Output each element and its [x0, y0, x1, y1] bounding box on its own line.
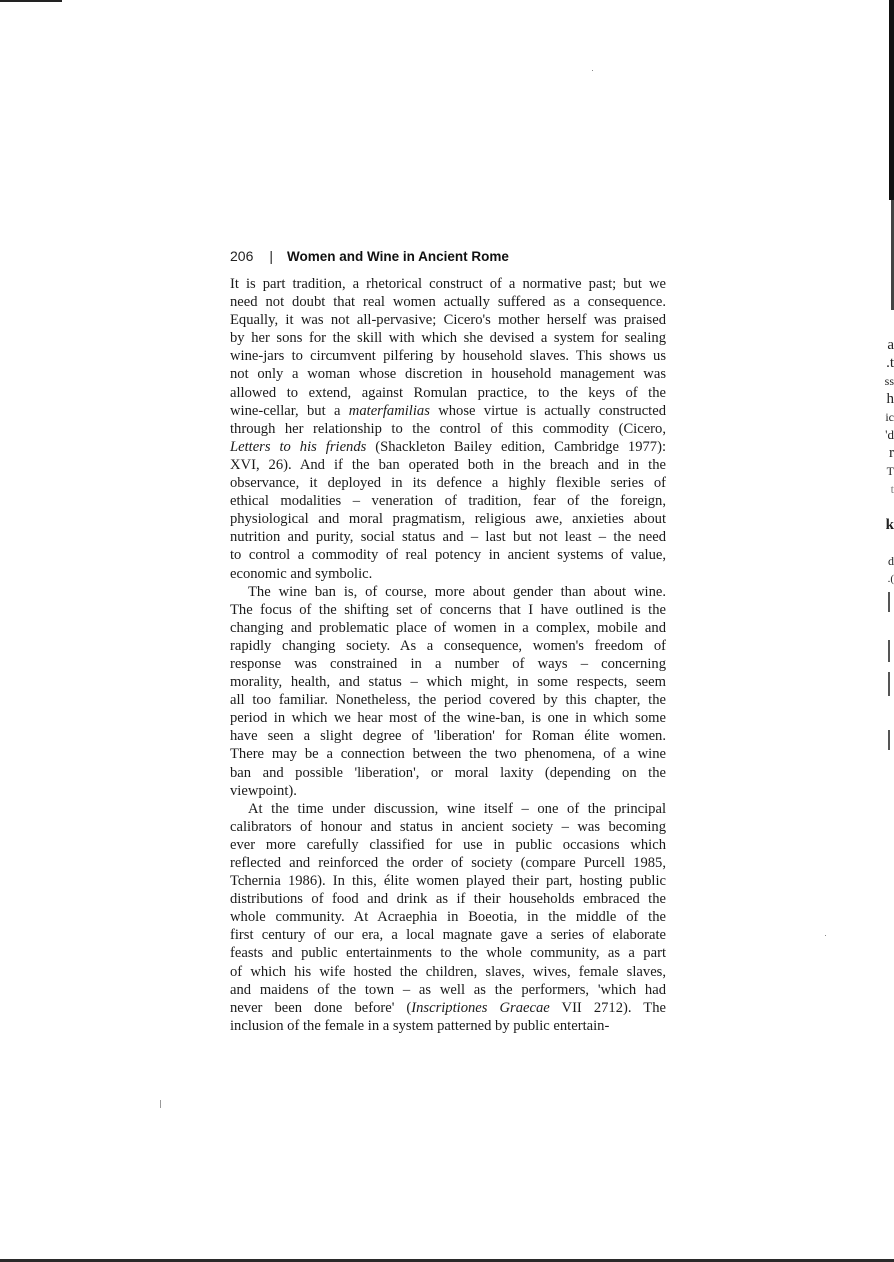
margin-bleed-char: 'd — [885, 427, 894, 442]
scan-speck — [592, 70, 593, 71]
text-line: distributions of food and drink as if their households embraced the — [230, 891, 666, 908]
text-line: Equally, it was not all-pervasive; Cicero's mother herself was praised — [230, 312, 666, 329]
page-number: 206 — [230, 248, 254, 264]
margin-bleed-char: ss — [884, 374, 894, 388]
text-line: response was constrained in a number of ways – concerning — [230, 655, 666, 672]
text-line: reflected and reinforced the order of society (compare Purcell 1985, — [230, 855, 666, 871]
italic-title: materfamilias — [348, 402, 430, 419]
text-line: of which his wife hosted the children, slaves, wives, female slaves, — [230, 963, 666, 980]
body-text — [230, 275, 666, 1035]
text-line: calibrators of honour and status in ancient society – was becoming — [230, 818, 666, 835]
text-line: feasts and public entertainments to the whole community, as a part — [230, 945, 666, 962]
text-line: inclusion of the female in a system patterned by public entertain- — [230, 1017, 610, 1034]
text-line: whole community. At Acraephia in Boeotia, in the middle of the — [230, 909, 666, 926]
text-line: to control a commodity of real potency in ancient systems of value, — [230, 547, 666, 564]
margin-bleed-char: k — [885, 517, 894, 533]
text-line: At the time under discussion, wine itself – one of the principal — [248, 800, 666, 817]
text-line: never been done before' (Inscriptiones Graecae VII 2712). The — [230, 999, 666, 1016]
margin-bleed-mark — [888, 672, 890, 696]
text-line: changing and problematic place of women in a complex, mobile and — [230, 619, 666, 636]
margin-bleed-char: a — [887, 337, 894, 353]
text-line: rapidly changing society. As a consequence, women's freedom of — [230, 637, 666, 654]
margin-bleed-char: t — [890, 482, 894, 496]
text-line: ever more carefully classified for use in public occasions which — [230, 836, 666, 853]
text-line: Letters to his friends (Shackleton Bailey edition, Cambridge 1977): — [230, 438, 667, 455]
text-line: have seen a slight degree of 'liberation' for Roman élite women. — [230, 728, 666, 745]
text-line: XVI, 26). And if the ban operated both in the breach and in the — [230, 456, 666, 473]
margin-bleed-char: r — [889, 445, 894, 461]
text-line: The focus of the shifting set of concerns that I have outlined is the — [230, 601, 666, 618]
margin-bleed-mark — [888, 730, 890, 750]
running-header — [230, 246, 670, 266]
text-line: There may be a connection between the two phenomena, of a wine — [230, 746, 666, 763]
text-line: allowed to extend, against Romulan practice, to the keys of the — [230, 384, 666, 401]
margin-bleed-char: .( — [887, 573, 894, 585]
header-separator: | — [269, 248, 273, 264]
text-line: physiological and moral pragmatism, religious awe, anxieties about — [230, 511, 666, 528]
text-line: It is part tradition, a rhetorical construct of a normative past; but we — [230, 276, 666, 292]
text-line: economic and symbolic. — [230, 565, 373, 582]
margin-bleed-char: h — [886, 391, 894, 407]
paragraph — [230, 583, 666, 800]
text-line: ban and possible 'liberation', or moral laxity (depending on the — [230, 764, 666, 781]
text-line: viewpoint). — [230, 782, 297, 799]
margin-bleed-mark — [888, 640, 890, 662]
running-title: Women and Wine in Ancient Rome — [287, 248, 509, 264]
text-line: all too familiar. Nonetheless, the period covered by this chapter, the — [230, 692, 666, 709]
scan-speck — [825, 935, 826, 936]
text-line: not only a woman whose discretion in household management was — [230, 366, 666, 383]
text-line: ethical modalities – veneration of tradition, fear of the foreign, — [230, 493, 666, 510]
text-line: nutrition and purity, social status and – last but not least – the need — [230, 529, 666, 546]
text-line: wine-jars to circumvent pilfering by household slaves. This shows us — [230, 348, 666, 365]
margin-bleed-char: d — [888, 554, 894, 568]
scan-corner-mark — [0, 0, 62, 2]
scan-edge-shadow — [889, 0, 894, 200]
margin-bleed-char: ic — [885, 410, 894, 424]
paragraph — [230, 800, 666, 1035]
text-line: morality, health, and status – which might, in some respects, seem — [230, 674, 666, 691]
text-line: observance, it deployed in its defence a highly flexible series of — [230, 475, 666, 492]
scan-speck — [160, 1100, 161, 1108]
text-line: need not doubt that real women actually suffered as a consequence. — [230, 294, 666, 311]
text-line: and maidens of the town – as well as the performers, 'which had — [230, 981, 666, 998]
margin-bleed-char: .t — [886, 355, 894, 371]
text-line: wine-cellar, but a materfamilias whose virtue is actually constructed — [230, 402, 667, 419]
margin-bleed-mark — [888, 592, 890, 612]
paragraph — [230, 275, 666, 583]
text-line: first century of our era, a local magnate gave a series of elaborate — [230, 927, 666, 944]
italic-title: Letters to his friends — [230, 438, 367, 455]
text-line: through her relationship to the control of this commodity (Cicero, — [230, 420, 666, 437]
text-line: by her sons for the skill with which she devised a system for sealing — [230, 330, 666, 347]
text-line: The wine ban is, of course, more about gender than about wine. — [248, 583, 666, 600]
margin-bleed-char: T — [886, 464, 894, 478]
italic-title: Inscriptiones Graecae — [411, 999, 550, 1016]
text-line: Tchernia 1986). In this, élite women played their part, hosting public — [230, 873, 666, 890]
text-line: period in which we hear most of the wine-ban, is one in which some — [230, 710, 666, 727]
